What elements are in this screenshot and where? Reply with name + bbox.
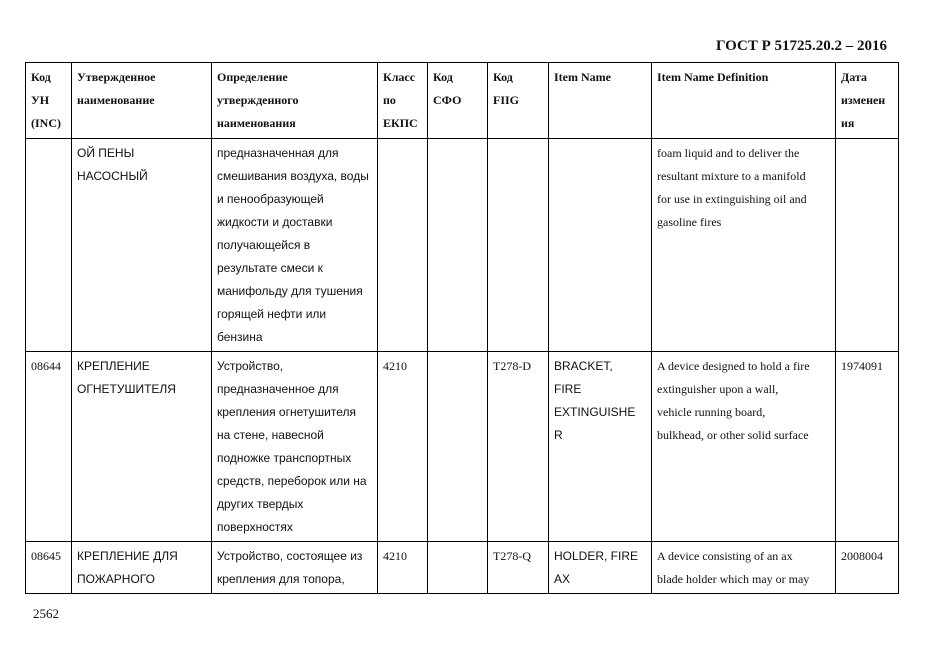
page-number: 2562 — [33, 606, 59, 621]
header-code-fiig: Код FIIG — [488, 63, 549, 139]
cell-item-definition: foam liquid and to deliver the resultant mixture to a manifold for use in extinguishing oil and gasoline fires — [652, 139, 836, 352]
cell-fiig — [488, 139, 549, 352]
header-approved-name: Утвержденное наименование — [72, 63, 212, 139]
cell-code — [26, 139, 72, 352]
cell-approved-name: КРЕПЛЕНИЕ ДЛЯ ПОЖАРНОГО — [72, 542, 212, 594]
cell-change-date: 1974091 — [836, 352, 899, 542]
cell-name-definition: Устройство, предназначенное для крепления огнетушителя на стене, навесной подножке транспортных средств, переборок или на других твердых поверхностях — [212, 352, 378, 542]
cell-change-date — [836, 139, 899, 352]
cell-class: 4210 — [378, 542, 428, 594]
header-code-inc: Код УН (INC) — [26, 63, 72, 139]
cell-item-name: HOLDER, FIRE AX — [549, 542, 652, 594]
cell-change-date: 2008004 — [836, 542, 899, 594]
header-item-name-definition: Item Name Definition — [652, 63, 836, 139]
cell-item-definition: A device designed to hold a fire extinguisher upon a wall, vehicle running board, bulkhead, or other solid surface — [652, 352, 836, 542]
document-standard-header: ГОСТ Р 51725.20.2 – 2016 — [715, 38, 887, 54]
header-class-ekps: Класс по ЕКПС — [378, 63, 428, 139]
table-header-row — [26, 63, 899, 139]
cell-fiig: T278-D — [488, 352, 549, 542]
cell-sfo — [428, 542, 488, 594]
cell-sfo — [428, 352, 488, 542]
header-item-name: Item Name — [549, 63, 652, 139]
table-row — [26, 139, 899, 352]
cell-code: 08644 — [26, 352, 72, 542]
cell-approved-name: КРЕПЛЕНИЕ ОГНЕТУШИТЕЛЯ — [72, 352, 212, 542]
cell-item-definition: A device consisting of an ax blade holder which may or may — [652, 542, 836, 594]
header-name-definition: Определение утвержденного наименования — [212, 63, 378, 139]
table-row — [26, 542, 899, 594]
table-row — [26, 352, 899, 542]
cell-item-name — [549, 139, 652, 352]
cell-fiig: T278-Q — [488, 542, 549, 594]
header-change-date: Дата изменен ия — [836, 63, 899, 139]
cell-name-definition: предназначенная для смешивания воздуха, воды и пенообразующей жидкости и доставки получающейся в результате смеси к манифольду для тушения горящей нефти или бензина — [212, 139, 378, 352]
cell-code: 08645 — [26, 542, 72, 594]
catalog-table — [25, 62, 899, 594]
cell-class — [378, 139, 428, 352]
header-code-sfo: Код СФО — [428, 63, 488, 139]
cell-class: 4210 — [378, 352, 428, 542]
cell-item-name: BRACKET, FIRE EXTINGUISHE R — [549, 352, 652, 542]
cell-approved-name: ОЙ ПЕНЫ НАСОСНЫЙ — [72, 139, 212, 352]
cell-sfo — [428, 139, 488, 352]
cell-name-definition: Устройство, состоящее из крепления для топора, — [212, 542, 378, 594]
